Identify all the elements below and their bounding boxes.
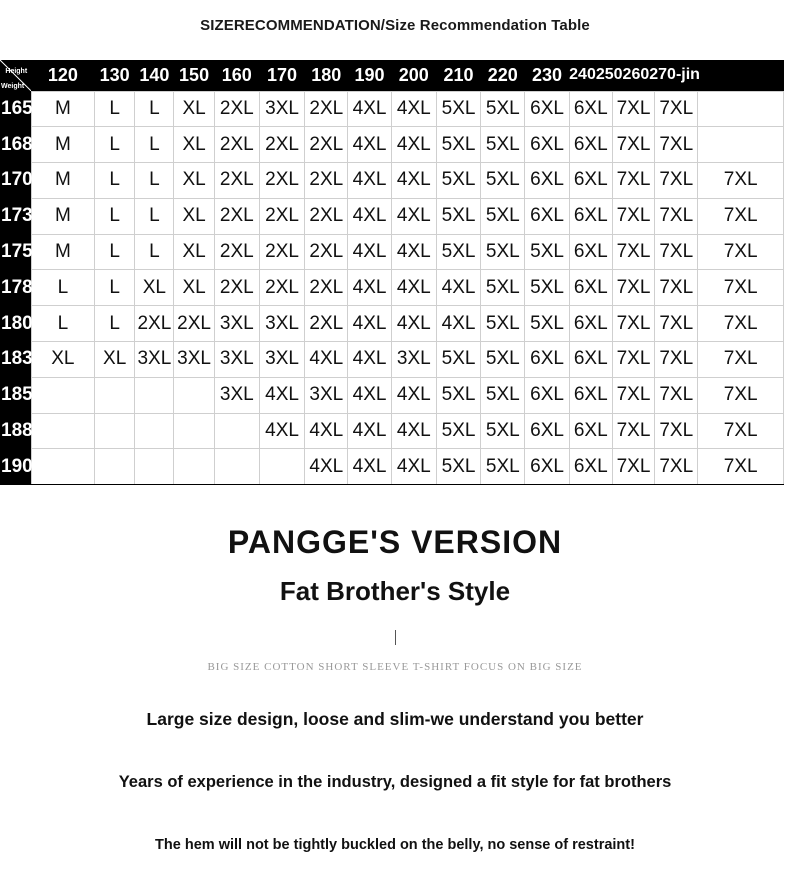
size-cell xyxy=(214,449,259,485)
size-cell: 4XL xyxy=(348,234,391,270)
size-cell: 6XL xyxy=(569,163,612,199)
height-label: 178 xyxy=(0,270,31,306)
size-cell: 5XL xyxy=(481,270,525,306)
size-cell: 5XL xyxy=(436,163,480,199)
size-cell xyxy=(174,413,214,449)
size-cell: 7XL xyxy=(655,127,698,163)
size-cell: 5XL xyxy=(436,449,480,485)
size-cell: M xyxy=(31,91,94,127)
size-cell: 7XL xyxy=(612,377,654,413)
size-cell: 7XL xyxy=(612,342,654,378)
size-cell: 3XL xyxy=(259,306,304,342)
size-cell: 3XL xyxy=(259,91,304,127)
size-cell: 4XL xyxy=(391,198,436,234)
tagline: BIG SIZE COTTON SHORT SLEEVE T-SHIRT FOCUS ON BIG SIZE xyxy=(207,661,583,673)
size-cell: 2XL xyxy=(305,127,348,163)
size-cell: 4XL xyxy=(391,449,436,485)
size-cell: L xyxy=(95,306,135,342)
weight-axis-label: Weight xyxy=(1,83,25,90)
weight-header: 180 xyxy=(305,60,348,91)
weight-header: 120 xyxy=(31,60,94,91)
size-cell: 4XL xyxy=(348,163,391,199)
size-cell: 2XL xyxy=(305,234,348,270)
size-cell: 2XL xyxy=(214,234,259,270)
size-cell: 2XL xyxy=(305,270,348,306)
size-cell: 6XL xyxy=(525,198,569,234)
feature-text: The hem will not be tightly buckled on the belly, no sense of restraint! xyxy=(155,837,635,853)
height-label: 190 xyxy=(0,449,31,485)
size-cell: 4XL xyxy=(391,91,436,127)
table-row xyxy=(0,127,784,163)
size-cell: M xyxy=(31,198,94,234)
size-cell xyxy=(214,413,259,449)
weight-header: 210 xyxy=(436,60,480,91)
size-cell: 2XL xyxy=(135,306,174,342)
size-cell: 4XL xyxy=(259,377,304,413)
height-axis-label: Height xyxy=(5,68,28,75)
weight-header: 220 xyxy=(481,60,525,91)
weight-header-range: 240250260270-jin xyxy=(569,60,783,91)
size-cell: 4XL xyxy=(305,413,348,449)
size-cell: 5XL xyxy=(481,91,525,127)
table-row xyxy=(0,270,784,306)
size-cell: 2XL xyxy=(214,127,259,163)
table-corner-cell xyxy=(0,60,31,91)
size-cell: 4XL xyxy=(391,163,436,199)
size-cell: L xyxy=(135,163,174,199)
size-cell: 7XL xyxy=(655,270,698,306)
size-cell: 5XL xyxy=(481,449,525,485)
size-cell: 4XL xyxy=(436,270,480,306)
size-cell: 5XL xyxy=(525,234,569,270)
size-cell: 2XL xyxy=(214,91,259,127)
size-cell: 6XL xyxy=(569,234,612,270)
brand-subtitle: Fat Brother's Style xyxy=(279,576,511,606)
brand-title: PANGGE'S VERSION xyxy=(227,524,563,560)
size-cell: 7XL xyxy=(655,163,698,199)
size-cell: 7XL xyxy=(698,163,784,199)
size-cell: 7XL xyxy=(698,449,784,485)
size-cell: 2XL xyxy=(305,198,348,234)
size-cell xyxy=(174,377,214,413)
size-cell: M xyxy=(31,163,94,199)
size-cell: 5XL xyxy=(481,127,525,163)
size-cell: L xyxy=(135,198,174,234)
size-cell: 3XL xyxy=(214,306,259,342)
size-cell: 6XL xyxy=(525,413,569,449)
size-cell: 2XL xyxy=(174,306,214,342)
size-cell: 6XL xyxy=(569,270,612,306)
size-cell: 4XL xyxy=(348,306,391,342)
size-cell: 7XL xyxy=(655,306,698,342)
size-cell: 3XL xyxy=(305,377,348,413)
size-cell: 5XL xyxy=(481,234,525,270)
size-cell: 7XL xyxy=(698,270,784,306)
size-cell: 6XL xyxy=(569,342,612,378)
size-cell: 5XL xyxy=(436,234,480,270)
size-cell xyxy=(95,377,135,413)
size-cell: 4XL xyxy=(348,91,391,127)
size-cell: 6XL xyxy=(569,306,612,342)
size-cell: 6XL xyxy=(569,377,612,413)
size-cell: 5XL xyxy=(525,306,569,342)
size-cell xyxy=(135,377,174,413)
table-row xyxy=(0,234,784,270)
size-cell: 5XL xyxy=(481,198,525,234)
size-cell xyxy=(95,449,135,485)
size-cell: 2XL xyxy=(259,270,304,306)
size-cell: 7XL xyxy=(655,91,698,127)
size-cell: 3XL xyxy=(391,342,436,378)
size-cell: 5XL xyxy=(481,377,525,413)
table-row xyxy=(0,306,784,342)
size-cell: 6XL xyxy=(525,449,569,485)
size-cell: M xyxy=(31,234,94,270)
size-cell xyxy=(174,449,214,485)
size-cell: 4XL xyxy=(391,413,436,449)
size-cell: 6XL xyxy=(525,377,569,413)
size-cell xyxy=(135,449,174,485)
table-row xyxy=(0,377,784,413)
size-cell: XL xyxy=(174,234,214,270)
size-cell: 2XL xyxy=(214,198,259,234)
size-cell: 6XL xyxy=(525,342,569,378)
height-label: 183 xyxy=(0,342,31,378)
size-cell: 4XL xyxy=(348,449,391,485)
size-cell: 2XL xyxy=(259,127,304,163)
size-cell: 4XL xyxy=(348,413,391,449)
size-cell xyxy=(31,449,94,485)
size-cell: XL xyxy=(174,163,214,199)
size-cell: 4XL xyxy=(348,270,391,306)
height-label: 173 xyxy=(0,198,31,234)
size-cell xyxy=(135,413,174,449)
size-cell: XL xyxy=(31,342,94,378)
size-cell: 6XL xyxy=(569,449,612,485)
size-cell: 3XL xyxy=(259,342,304,378)
weight-header: 160 xyxy=(214,60,259,91)
size-cell: 4XL xyxy=(391,377,436,413)
size-cell: XL xyxy=(174,270,214,306)
size-cell: 7XL xyxy=(612,270,654,306)
size-cell: L xyxy=(95,234,135,270)
size-cell xyxy=(31,377,94,413)
table-row xyxy=(0,163,784,199)
height-label: 185 xyxy=(0,377,31,413)
size-cell xyxy=(259,449,304,485)
size-recommendation-table xyxy=(0,60,784,485)
size-cell: L xyxy=(135,91,174,127)
weight-header: 150 xyxy=(174,60,214,91)
size-cell: 7XL xyxy=(612,449,654,485)
table-row xyxy=(0,91,784,127)
size-cell: 7XL xyxy=(698,234,784,270)
size-cell: XL xyxy=(135,270,174,306)
size-cell: 5XL xyxy=(436,413,480,449)
size-cell: 4XL xyxy=(391,306,436,342)
size-cell xyxy=(698,91,784,127)
table-row xyxy=(0,413,784,449)
size-cell: XL xyxy=(95,342,135,378)
size-cell: 5XL xyxy=(481,413,525,449)
size-cell: 2XL xyxy=(305,91,348,127)
size-cell: XL xyxy=(174,91,214,127)
size-cell: 6XL xyxy=(569,91,612,127)
size-cell: 4XL xyxy=(436,306,480,342)
weight-header: 190 xyxy=(348,60,391,91)
size-cell: 6XL xyxy=(569,413,612,449)
size-cell: XL xyxy=(174,127,214,163)
size-cell: L xyxy=(95,91,135,127)
size-cell: 4XL xyxy=(348,198,391,234)
size-cell: L xyxy=(135,234,174,270)
size-cell: 6XL xyxy=(569,127,612,163)
size-cell: 5XL xyxy=(436,342,480,378)
feature-text: Large size design, loose and slim-we understand you better xyxy=(146,709,644,729)
feature-text: Years of experience in the industry, designed a fit style for fat brothers xyxy=(118,773,672,791)
size-cell: XL xyxy=(174,198,214,234)
size-cell: 7XL xyxy=(655,342,698,378)
size-cell: 6XL xyxy=(525,163,569,199)
size-cell: L xyxy=(31,306,94,342)
size-cell: 4XL xyxy=(305,342,348,378)
size-cell xyxy=(95,413,135,449)
size-cell: 7XL xyxy=(612,91,654,127)
size-cell: L xyxy=(95,127,135,163)
size-cell: 2XL xyxy=(259,234,304,270)
size-cell: 2XL xyxy=(214,163,259,199)
size-cell: L xyxy=(31,270,94,306)
size-cell: 7XL xyxy=(698,342,784,378)
size-cell: 6XL xyxy=(569,198,612,234)
size-cell: 3XL xyxy=(214,342,259,378)
size-cell xyxy=(31,413,94,449)
size-cell: 6XL xyxy=(525,127,569,163)
size-cell: 3XL xyxy=(135,342,174,378)
table-row xyxy=(0,342,784,378)
height-label: 168 xyxy=(0,127,31,163)
size-cell: M xyxy=(31,127,94,163)
weight-header-row xyxy=(0,60,784,91)
size-cell: 5XL xyxy=(436,198,480,234)
size-cell: 2XL xyxy=(214,270,259,306)
size-cell: 2XL xyxy=(305,163,348,199)
size-cell: 7XL xyxy=(612,413,654,449)
size-cell: 4XL xyxy=(259,413,304,449)
size-cell: 2XL xyxy=(259,163,304,199)
size-cell: 5XL xyxy=(481,163,525,199)
weight-header: 200 xyxy=(391,60,436,91)
size-cell: 7XL xyxy=(655,449,698,485)
size-cell: 7XL xyxy=(612,234,654,270)
size-cell: 7XL xyxy=(612,198,654,234)
height-label: 188 xyxy=(0,413,31,449)
height-label: 175 xyxy=(0,234,31,270)
table-row xyxy=(0,449,784,485)
size-cell: 7XL xyxy=(698,306,784,342)
size-cell: 6XL xyxy=(525,91,569,127)
size-cell: L xyxy=(95,270,135,306)
size-cell: 3XL xyxy=(174,342,214,378)
divider-line xyxy=(395,630,396,645)
size-cell: L xyxy=(135,127,174,163)
size-cell: 5XL xyxy=(436,377,480,413)
size-cell: 7XL xyxy=(612,127,654,163)
size-cell: 7XL xyxy=(612,306,654,342)
weight-header: 230 xyxy=(525,60,569,91)
size-cell: 5XL xyxy=(481,342,525,378)
size-cell: 7XL xyxy=(698,198,784,234)
table-body xyxy=(0,91,784,485)
size-cell: 7XL xyxy=(698,377,784,413)
size-cell: 2XL xyxy=(259,198,304,234)
weight-header: 130 xyxy=(95,60,135,91)
size-cell: 4XL xyxy=(348,377,391,413)
size-cell: 7XL xyxy=(612,163,654,199)
size-cell xyxy=(698,127,784,163)
size-cell: 7XL xyxy=(655,234,698,270)
weight-header: 170 xyxy=(259,60,304,91)
size-cell: 4XL xyxy=(305,449,348,485)
size-cell: 5XL xyxy=(525,270,569,306)
height-label: 170 xyxy=(0,163,31,199)
size-cell: 4XL xyxy=(391,127,436,163)
table-row xyxy=(0,198,784,234)
size-cell: 7XL xyxy=(698,413,784,449)
height-label: 165 xyxy=(0,91,31,127)
size-cell: 5XL xyxy=(436,127,480,163)
height-label: 180 xyxy=(0,306,31,342)
size-cell: 5XL xyxy=(436,91,480,127)
size-cell: 4XL xyxy=(348,342,391,378)
size-cell: 4XL xyxy=(348,127,391,163)
page-title: SIZERECOMMENDATION/Size Recommendation Table xyxy=(200,17,590,34)
size-cell: 3XL xyxy=(214,377,259,413)
size-cell: 7XL xyxy=(655,413,698,449)
size-cell: 7XL xyxy=(655,198,698,234)
size-cell: 2XL xyxy=(305,306,348,342)
size-cell: 5XL xyxy=(481,306,525,342)
weight-header: 140 xyxy=(135,60,174,91)
size-cell: L xyxy=(95,163,135,199)
size-cell: 4XL xyxy=(391,234,436,270)
size-cell: 7XL xyxy=(655,377,698,413)
size-cell: L xyxy=(95,198,135,234)
size-cell: 4XL xyxy=(391,270,436,306)
